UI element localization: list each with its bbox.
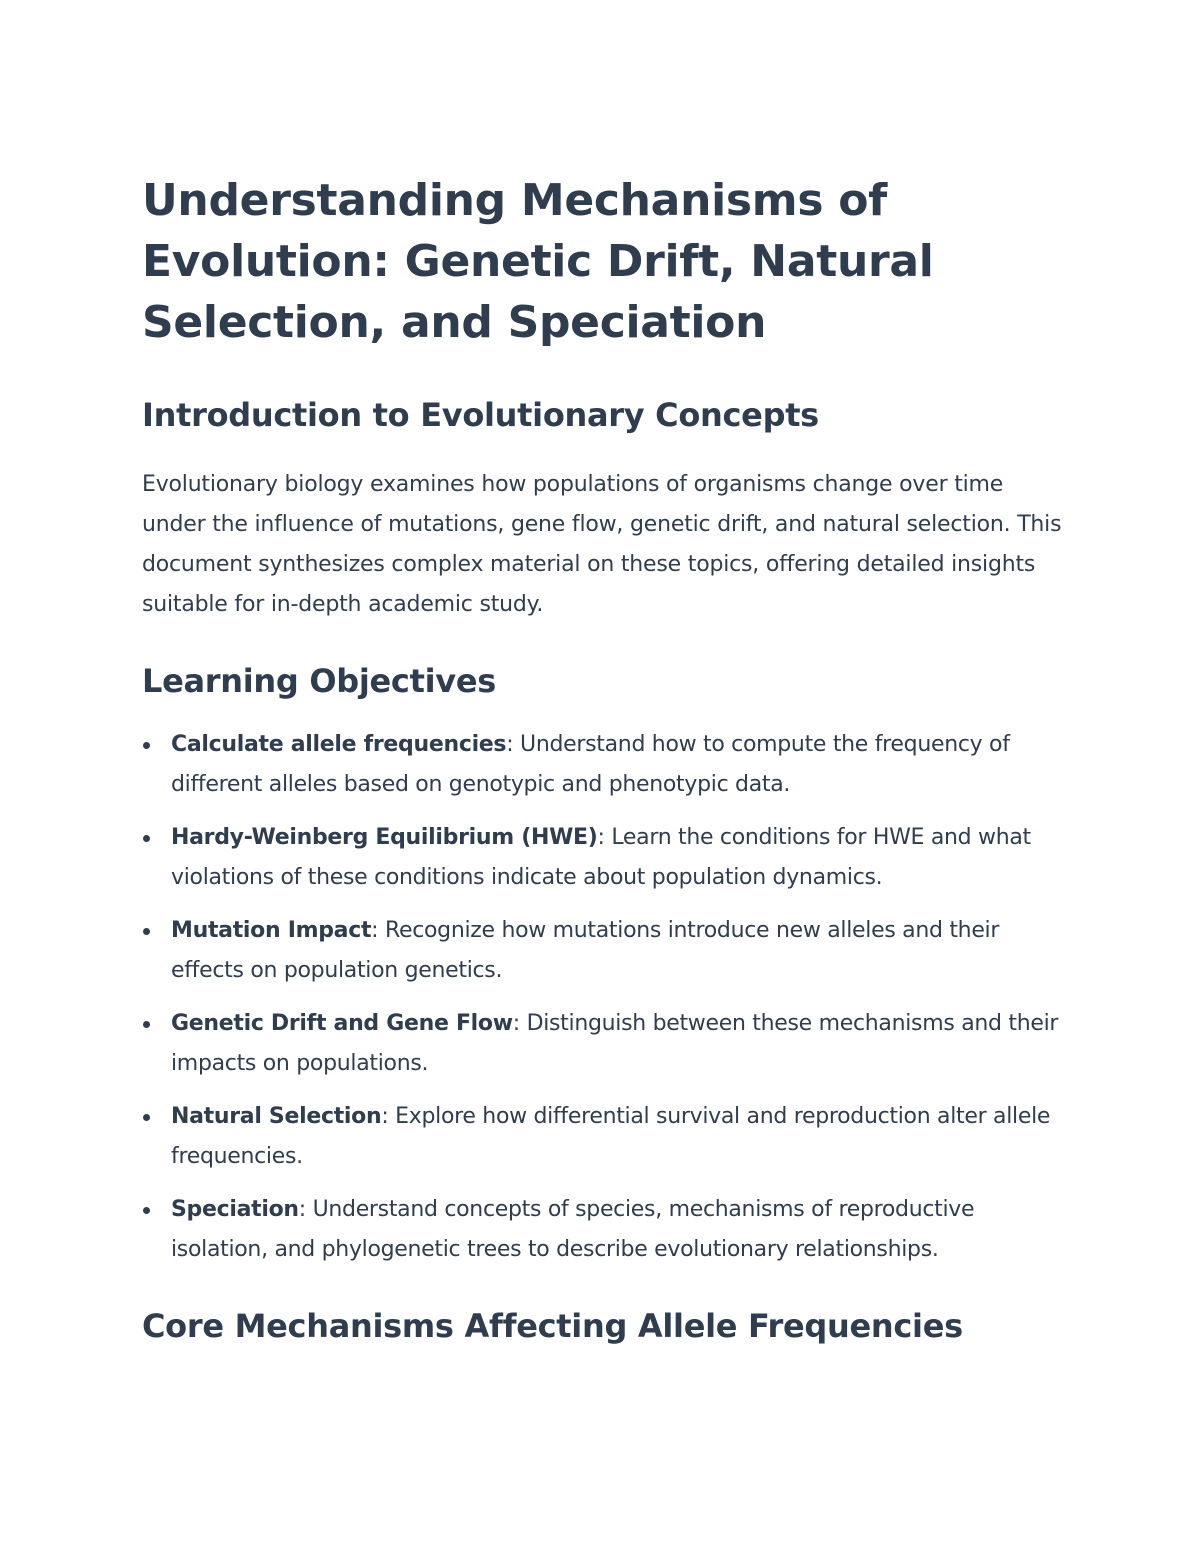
objective-text: : Recognize how mutations introduce new alleles and their effects on population genetics. xyxy=(171,918,1000,983)
list-item xyxy=(142,1004,1062,1084)
list-item xyxy=(142,1097,1062,1177)
bullet-icon xyxy=(143,835,150,842)
bullet-icon xyxy=(143,1114,150,1121)
objective-text: : Explore how differential survival and reproduction alter allele frequencies. xyxy=(171,1104,1051,1169)
document-title: Understanding Mechanisms of Evolution: Genetic Drift, Natural Selection, and Speciation xyxy=(142,175,934,348)
bullet-icon xyxy=(143,928,150,935)
bullet-icon xyxy=(143,1021,150,1028)
objective-term: Calculate allele frequencies xyxy=(171,732,507,757)
bullet-icon xyxy=(143,742,150,749)
objective-text: : Understand concepts of species, mechanisms of reproductive isolation, and phylogenetic trees to describe evolutionary relationships. xyxy=(171,1197,975,1262)
objective-text: : Understand how to compute the frequency of different alleles based on genotypic and phenotypic data. xyxy=(171,732,1010,797)
objective-term: Hardy-Weinberg Equilibrium (HWE) xyxy=(171,825,598,850)
list-item xyxy=(142,911,1062,991)
introduction-paragraph: Evolutionary biology examines how populations of organisms change over time under the influence of mutations, gene flow, genetic drift, and natural selection. This document synthesizes complex material on these topics, offering detailed insights suitable for in-depth academic study. xyxy=(142,472,1062,617)
objective-term: Speciation xyxy=(171,1197,299,1222)
bullet-icon xyxy=(143,1207,150,1214)
core-mechanisms-heading: Core Mechanisms Affecting Allele Frequencies xyxy=(142,1307,963,1345)
objective-term: Mutation Impact xyxy=(171,918,372,943)
learning-objectives-list xyxy=(142,725,1062,1270)
objective-text: : Learn the conditions for HWE and what violations of these conditions indicate about population dynamics. xyxy=(171,825,1031,890)
list-item xyxy=(142,725,1062,805)
objective-text: : Distinguish between these mechanisms and their impacts on populations. xyxy=(171,1011,1059,1076)
introduction-heading: Introduction to Evolutionary Concepts xyxy=(142,396,819,434)
objective-term: Genetic Drift and Gene Flow xyxy=(171,1011,513,1036)
list-item xyxy=(142,1190,1062,1270)
learning-objectives-heading: Learning Objectives xyxy=(142,662,496,700)
list-item xyxy=(142,818,1062,898)
objective-term: Natural Selection xyxy=(171,1104,382,1129)
